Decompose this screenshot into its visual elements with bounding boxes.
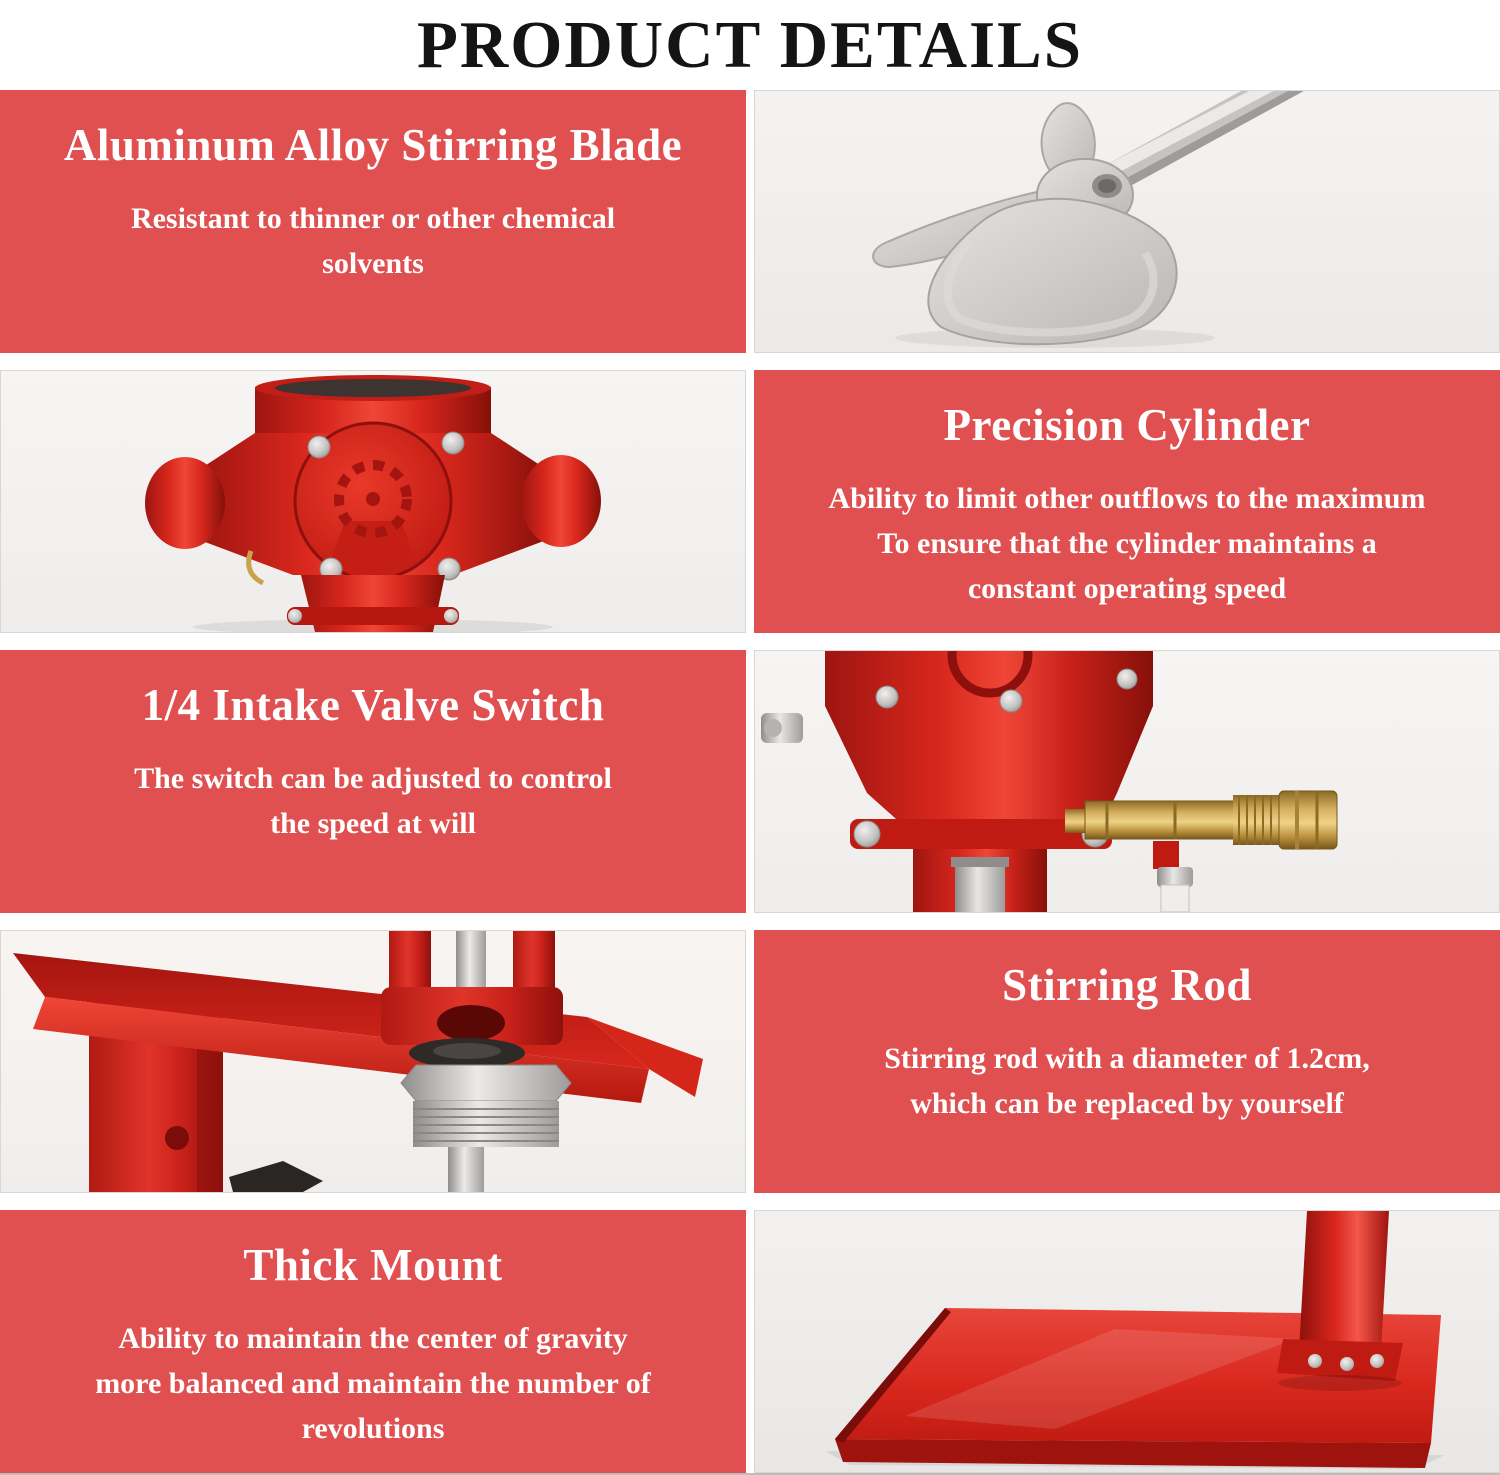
body-line: solvents: [322, 247, 424, 280]
intake-valve-photo: [754, 650, 1500, 913]
feature-heading: 1/4 Intake Valve Switch: [141, 680, 605, 730]
thick-mount-base-photo: [754, 1210, 1500, 1473]
body-line: which can be replaced by yourself: [910, 1087, 1344, 1120]
valve-end-cap: [1279, 791, 1337, 849]
feature-text-panel-stirring-rod: [754, 930, 1500, 1193]
title-bar: [0, 0, 1500, 90]
piston-rod: [955, 863, 1005, 912]
feature-heading: Stirring Rod: [1002, 960, 1252, 1010]
body-line: more balanced and maintain the number of: [95, 1367, 651, 1400]
row-stirring-rod: [0, 930, 1500, 1193]
body-line: The switch can be adjusted to control: [134, 762, 612, 795]
feature-body: [0, 756, 746, 846]
feature-body: [0, 1316, 746, 1451]
rod-yoke: [381, 931, 563, 1045]
motor-right-cap: [521, 455, 601, 547]
stirring-rod-mount-photo: [0, 930, 746, 1193]
stirring-rod-mount-illustration: [1, 931, 745, 1192]
stirring-blade-photo: [754, 90, 1500, 353]
feature-heading: Thick Mount: [243, 1240, 503, 1290]
row-thick-mount: [0, 1210, 1500, 1473]
body-line: Stirring rod with a diameter of 1.2cm,: [884, 1042, 1370, 1075]
stirring-blade-illustration: [755, 91, 1499, 352]
feature-heading: Precision Cylinder: [943, 400, 1311, 450]
body-line: Resistant to thinner or other chemical: [130, 202, 616, 235]
motor-neck: [287, 575, 459, 632]
precision-cylinder-illustration: [1, 371, 745, 632]
machine-neck: [913, 849, 1047, 912]
feature-text-panel-stirring-blade: [0, 90, 746, 353]
row-precision-cylinder: [0, 370, 1500, 633]
body-line: revolutions: [301, 1412, 445, 1445]
body-line: constant operating speed: [967, 572, 1287, 605]
row-intake-valve: [0, 650, 1500, 913]
feature-text-panel-precision-cylinder: [754, 370, 1500, 633]
precision-cylinder-photo: [0, 370, 746, 633]
feature-text-panel-intake-valve: [0, 650, 746, 913]
steel-rod-lower: [448, 1147, 484, 1192]
knurled-nut: [1233, 795, 1279, 845]
body-line: To ensure that the cylinder maintains a: [877, 527, 1377, 560]
row-stirring-blade: [0, 90, 1500, 353]
feature-body: [754, 1036, 1500, 1126]
feature-body: [754, 476, 1500, 611]
threaded-collar: [413, 1101, 559, 1147]
feature-heading: Aluminum Alloy Stirring Blade: [63, 120, 683, 170]
hex-nut: [401, 1065, 571, 1101]
body-line: Ability to limit other outflows to the maximum: [828, 482, 1426, 515]
post-knob: [165, 1126, 189, 1150]
body-line: the speed at will: [270, 807, 476, 840]
feature-text-panel-thick-mount: [0, 1210, 746, 1473]
intake-valve-illustration: [755, 651, 1499, 912]
thick-mount-base-illustration: [755, 1211, 1499, 1472]
feature-body: [0, 196, 746, 286]
page-title: PRODUCT DETAILS: [416, 8, 1083, 82]
body-line: Ability to maintain the center of gravity: [118, 1322, 628, 1355]
motor-left-cap: [145, 457, 225, 549]
